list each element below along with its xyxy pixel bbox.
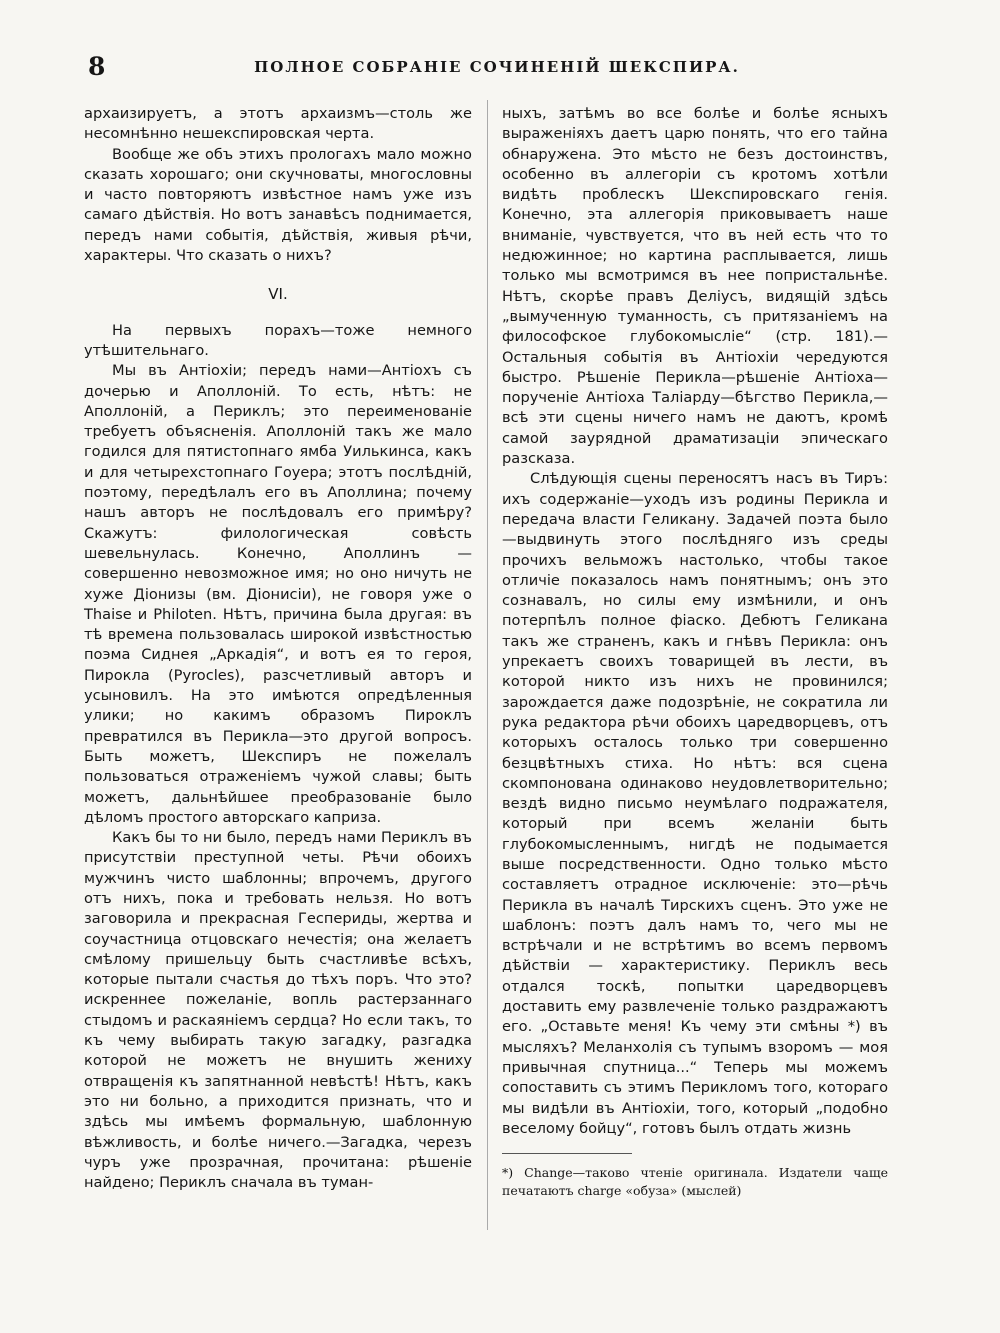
paragraph: Вообще же объ этихъ прологахъ мало можно сказать хорошаго; они скучноваты, многословны и часто повторяютъ извѣстное намъ уже изъ самаго дѣйствія. Но вотъ занавѣсъ поднимается, передъ нами событія, дѣйствія, живыя рѣчи, характеры. Что сказать о нихъ? [84, 145, 472, 265]
right-column [502, 104, 888, 1264]
paragraph: Мы въ Антіохіи; передъ нами—Антіохъ съ дочерью и Аполлоній. То есть, нѣтъ: не Аполлоній, а Периклъ; это переименованіе требуетъ объясненія. Аполлоній такъ же мало годился для пятистопнаго ямба Уилькинса, какъ и для четырехстопнаго Гоуера; этотъ послѣдній, поэтому, передѣлалъ его въ Аполлина; почему нашъ авторъ не послѣдовалъ его примѣру? Скажутъ: филологическая совѣсть шевельнулась. Конечно, Аполлинъ — совершенно невозможное имя; но оно ничуть не хуже Діонизы (вм. Діонисіи), не говоря уже о Thaise и Philoten. Нѣтъ, причина была другая: въ тѣ времена пользовалась широкой извѣстностью поэма Сиднея „Аркадія“, и вотъ ея то героя, Пирокла (Pyrocles), разсчетливый авторъ и усыновилъ. На это имѣются опредѣленныя улики; но какимъ образомъ Пироклъ превратился въ Перикла—это другой вопросъ. Быть можетъ, Шекспиръ не пожелалъ пользоваться отраженіемъ чужой славы; быть можетъ, дальнѣйшее преобразованіе было дѣломъ простого авторскаго каприза. [84, 362, 472, 826]
footnote: *) Change—таково чтеніе оригинала. Издатели чаще печатаютъ charge «обуза» (мыслей) [502, 1165, 888, 1199]
column-divider [487, 100, 488, 1230]
paragraph: На первыхъ порахъ—тоже немного утѣшительнаго. [84, 321, 472, 359]
left-column [84, 104, 472, 1244]
paragraph: Какъ бы то ни было, передъ нами Периклъ въ присутствіи преступной четы. Рѣчи обоихъ мужчинъ чисто шаблонны; впрочемъ, другого отъ нихъ, пока и требовать нельзя. Но вотъ заговорила и прекрасная Геспериды, жертва и соучастница отцовскаго нечестія; она желаетъ смѣлому пришельцу быть счастливѣе всѣхъ, которые пытали счастья до тѣхъ поръ. Что это? искреннее пожеланіе, вопль растерзаннаго стыдомъ и раскаяніемъ сердца? Но если такъ, то къ чему выбирать такую загадку, разгадка которой не можетъ не внушить жениху отвращенія къ запятнанной невѣстѣ! Нѣтъ, какъ это ни больно, а приходится признать, что и здѣсь мы имѣемъ формальную, шаблонную вѣжливость, и болѣе ничего.—Загадка, черезъ чуръ уже прозрачная, прочитана: рѣшеніе найдено; Периклъ сначала въ туман- [84, 829, 472, 1192]
paragraph: ныхъ, затѣмъ во все болѣе и болѣе ясныхъ выраженіяхъ даетъ царю понять, что его тайна обнаружена. Это мѣсто не безъ достоинствъ, особенно въ аллегоріи съ кротомъ хотѣли видѣть проблескъ Шекспировскаго генія. Конечно, эта аллегорія приковываетъ наше вниманіе, чувствуется, что въ ней есть что то недюжинное; но картина расплывается, лишь только мы всмотримся въ нее попристальнѣе. Нѣтъ, скорѣе правъ Деліусъ, видящій здѣсь „вымученную туманность, съ притязаніемъ на философское глубокомысліе“ (стр. 181).—Остальныя событія въ Антіохіи чередуются быстро. Рѣшеніе Перикла—рѣшеніе Антіоха—порученіе Антіоха Таліарду—бѣгство Перикла,—всѣ эти сцены ничего намъ не даютъ, кромѣ самой заурядной драматизаціи эпическаго разсказа. [502, 105, 888, 468]
page-header [86, 52, 908, 92]
running-title: ПОЛНОЕ СОБРАНІЕ СОЧИНЕНІЙ ШЕКСПИРА. [254, 58, 740, 76]
footnote-divider [502, 1153, 632, 1154]
paragraph: Слѣдующія сцены переносятъ насъ въ Тиръ: ихъ содержаніе—уходъ изъ родины Перикла и передача власти Геликану. Задачей поэта было—выдвинуть этого послѣдняго изъ среды прочихъ вельможъ настолько, чтобы такое отличіе показалось намъ понятнымъ; онъ это сознавалъ, но силы ему измѣнили, и онъ потерпѣлъ полное фіаско. Дебютъ Геликана такъ же страненъ, какъ и гнѣвъ Перикла: онъ упрекаетъ своихъ товарищей въ лести, въ которой никто изъ нихъ не провинился; зарождается даже подозрѣніе, не сократила ли рука редактора рѣчи обоихъ царедворцевъ, отъ которыхъ осталось только три совершенно безцвѣтныхъ стиха. Но нѣтъ: вся сцена скомпонована одинаково неудовлетворительно; вездѣ видно письмо неумѣлаго подражателя, который при всемъ желаніи быть глубокомысленнымъ, нигдѣ не подымается выше посредственности. Одно только мѣсто составляетъ отрадное исключеніе: это—рѣчь Перикла въ началѣ Тирскихъ сценъ. Это уже не шаблонъ: поэтъ далъ намъ то, чего мы не встрѣчали и не встрѣтимъ во всемъ первомъ дѣйствіи — характеристику. Периклъ весь отдался тоскѣ, попытки царедворцевъ доставить ему развлеченіе только раздражаютъ его. „Оставьте меня! Къ чему эти смѣны *) въ мысляхъ? Меланхолія съ тупымъ взоромъ — моя привычная спутница...“ Теперь мы можемъ сопоставить съ этимъ Перикломъ того, котораго мы видѣли въ Антіохіи, того, который „подобно веселому бойцу“, готовъ былъ отдать жизнь [502, 470, 888, 1137]
page-number: 8 [88, 52, 106, 81]
paragraph: архаизируетъ, а этотъ архаизмъ—столь же несомнѣнно нешекспировская черта. [84, 105, 472, 143]
section-heading: VI. [268, 285, 288, 304]
